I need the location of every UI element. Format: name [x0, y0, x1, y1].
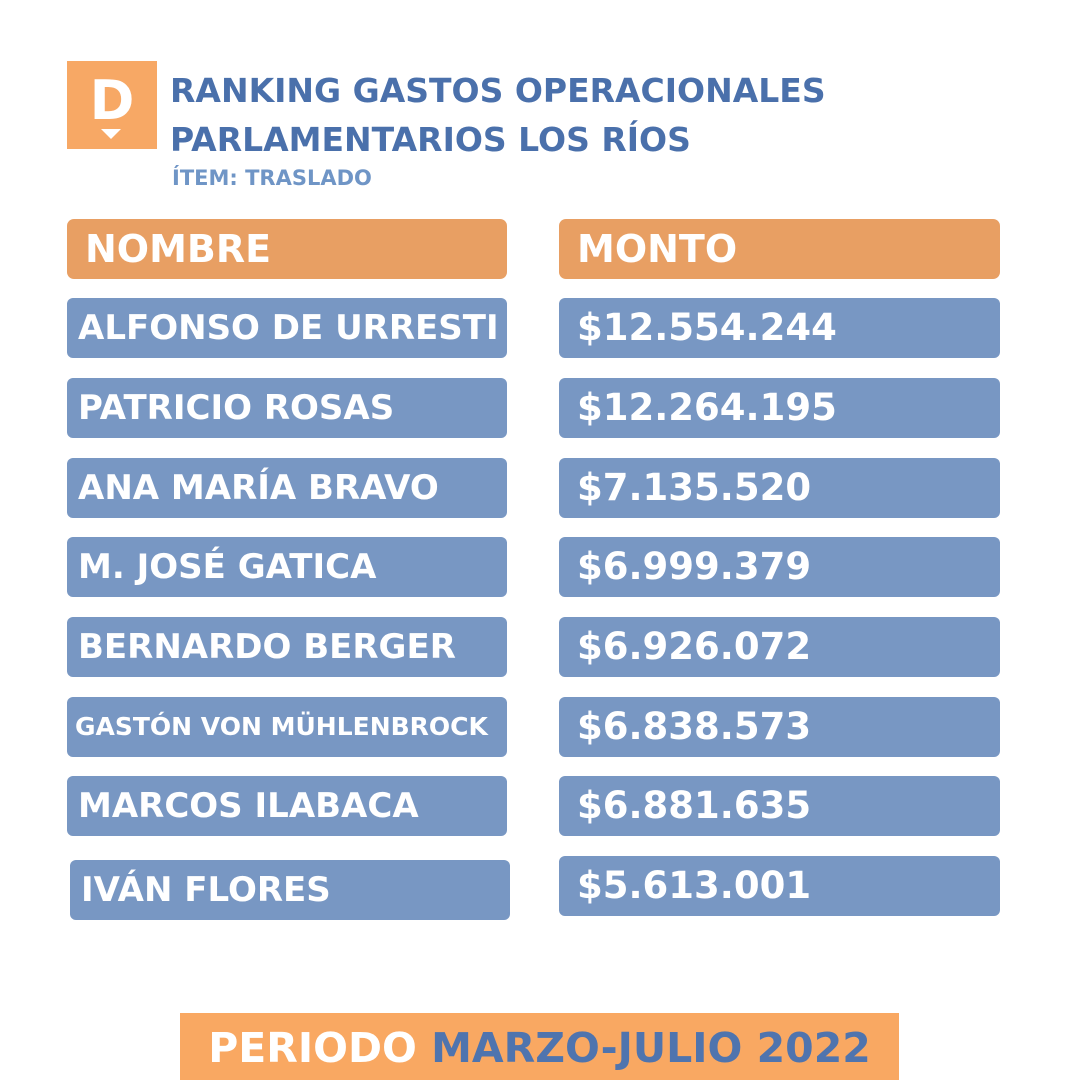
row-name: IVÁN FLORES [70, 860, 510, 920]
row-amount: $12.264.195 [559, 378, 1000, 438]
row-amount: $6.999.379 [559, 537, 1000, 597]
page-subtitle: ÍTEM: TRASLADO [172, 166, 372, 190]
period-value: MARZO-JULIO 2022 [431, 1024, 871, 1072]
page-title-line-2: PARLAMENTARIOS LOS RÍOS [170, 120, 691, 159]
row-name: ANA MARÍA BRAVO [67, 458, 507, 518]
row-amount: $6.926.072 [559, 617, 1000, 677]
row-name: GASTÓN VON MÜHLENBROCK [67, 697, 507, 757]
logo-icon [67, 61, 157, 149]
row-name: BERNARDO BERGER [67, 617, 507, 677]
logo-bubble-tail [101, 129, 121, 139]
row-name: PATRICIO ROSAS [67, 378, 507, 438]
page-title [170, 66, 930, 164]
row-amount: $6.838.573 [559, 697, 1000, 757]
logo-letter: D [89, 69, 135, 132]
column-header-name: NOMBRE [67, 219, 507, 279]
row-amount: $12.554.244 [559, 298, 1000, 358]
row-name: MARCOS ILABACA [67, 776, 507, 836]
period-label: PERIODO [208, 1024, 417, 1072]
row-amount: $6.881.635 [559, 776, 1000, 836]
row-amount: $5.613.001 [559, 856, 1000, 916]
column-header-amount: MONTO [559, 219, 1000, 279]
row-amount: $7.135.520 [559, 458, 1000, 518]
period-banner [180, 1013, 899, 1080]
row-name: ALFONSO DE URRESTI [67, 298, 507, 358]
row-name: M. JOSÉ GATICA [67, 537, 507, 597]
page-title-line-1: RANKING GASTOS OPERACIONALES [170, 71, 826, 110]
